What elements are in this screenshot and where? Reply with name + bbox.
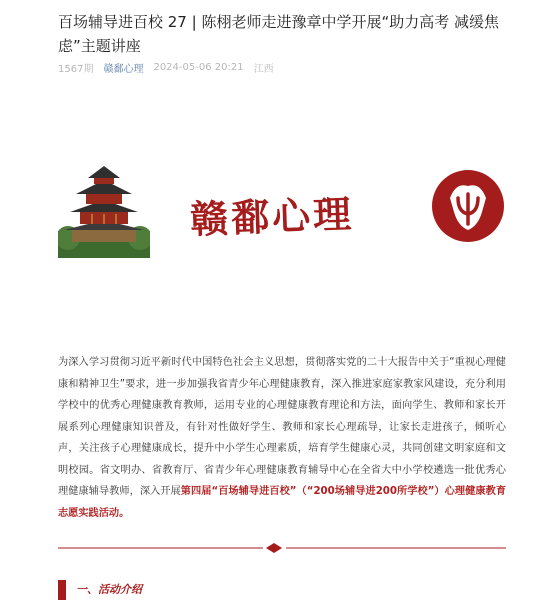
decorative-divider: [58, 540, 506, 554]
article-title: 百场辅导进百校 27 | 陈栩老师走进豫章中学开展“助力高考 减缓焦虑”主题讲座: [58, 13, 499, 55]
section-title: 一、活动介绍: [76, 583, 142, 596]
article-meta: [58, 60, 274, 75]
section-heading: [58, 578, 506, 600]
section-marker: [58, 580, 66, 600]
psi-logo-icon: [430, 168, 506, 244]
brand-wordmark: 赣鄱心理: [189, 191, 355, 242]
intro-text: 为深入学习贯彻习近平新时代中国特色社会主义思想，贯彻落实党的二十大报告中关于“重视心理健康和精神卫生”要求，进一步加强我省青少年心理健康教育，深入推进家庭家教家风建设，充分利用学校中的优秀心理健康教育教师，运用专业的心理健康教育理论和方法，面向学生、教师和家长开展系列心理健康知识普及，有针对性做好学生、教师和家长心理疏导，让家长走进孩子，倾听心声，关注孩子心理健康成长，提升中小学生心理素质，培育学生健康心灵，共同创建文明家庭和文明校园。省文明办、省教育厅、省青少年心理健康教育辅导中心在全省大中小学校遴选一批优秀心理健康辅导教师，深入开展: [58, 357, 506, 497]
intro-highlight: 第四届“百场辅导进百校”（“200场辅导进200所学校”）心理健康教育志愿实践活动。: [58, 486, 507, 519]
publish-time: 2024-05-06 20:21: [153, 62, 244, 73]
publish-location: 江西: [253, 64, 274, 75]
header-banner: [58, 162, 506, 258]
intro-paragraph: [58, 352, 506, 524]
author-link[interactable]: 赣鄱心理: [103, 64, 144, 75]
issue-number: 1567期: [58, 64, 94, 75]
tengwang-pavilion-icon: [58, 162, 150, 258]
